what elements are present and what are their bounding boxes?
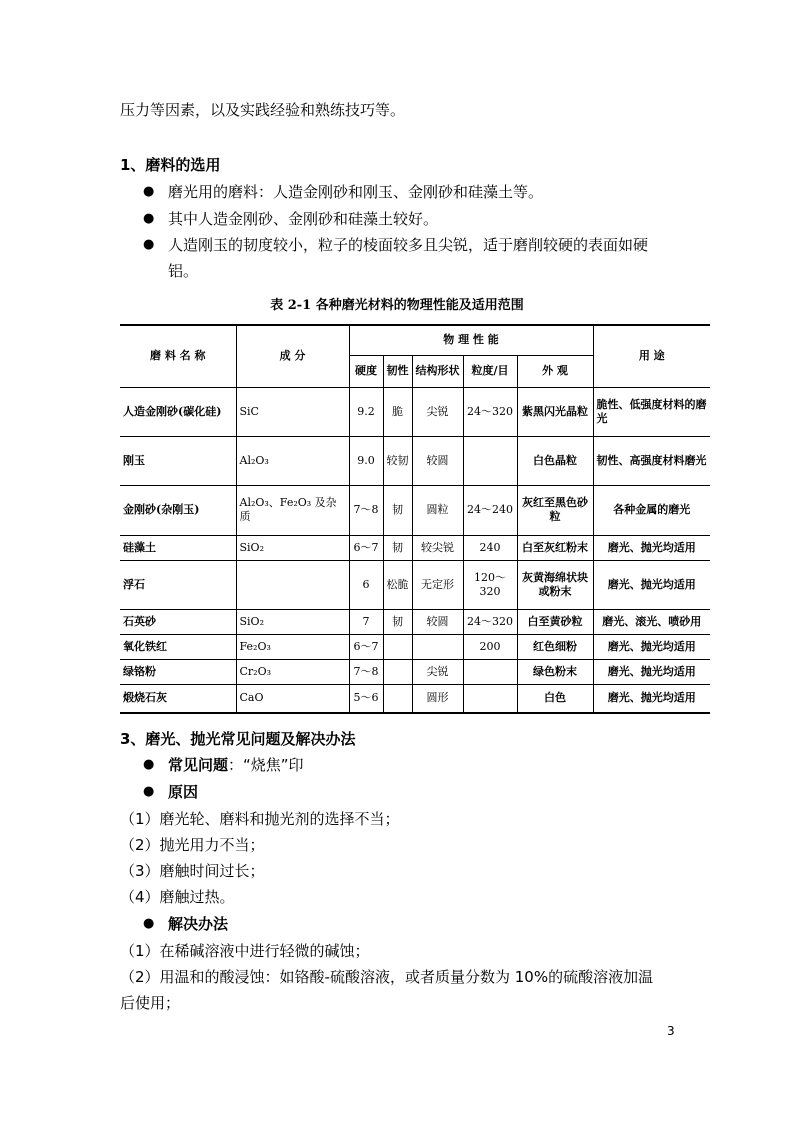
cell-structure: 较圆 — [412, 436, 463, 485]
cell-usage: 磨光、滚光、喷砂用 — [593, 609, 710, 634]
table-row — [120, 684, 710, 713]
cell-usage: 磨光、抛光均适用 — [593, 659, 710, 684]
problem-text: ：“烧焦”印 — [228, 756, 304, 774]
cell-grain — [463, 684, 517, 713]
table-row — [120, 387, 710, 436]
cell-appearance: 白至灰红粉末 — [517, 535, 593, 560]
header-name: 磨 料 名 称 — [120, 325, 236, 387]
cell-hardness: 9.2 — [349, 387, 383, 436]
bullet-dot: ● — [143, 916, 155, 931]
cell-toughness: 韧 — [383, 609, 412, 634]
cell-usage: 磨光、抛光均适用 — [593, 535, 710, 560]
cell-hardness: 6～7 — [349, 535, 383, 560]
cell-name: 浮石 — [120, 560, 236, 609]
cell-grain — [463, 436, 517, 485]
header-toughness: 韧性 — [383, 355, 412, 387]
cell-name: 人造金刚砂(碳化硅) — [120, 387, 236, 436]
cause-label: 原因 — [168, 783, 199, 801]
cell-structure: 圆形 — [412, 684, 463, 713]
cell-name: 金刚砂(杂刚玉) — [120, 485, 236, 535]
cell-toughness: 韧 — [383, 535, 412, 560]
cell-hardness: 7～8 — [349, 659, 383, 684]
cell-structure: 较圆 — [412, 609, 463, 634]
cell-usage: 韧性、高强度材料磨光 — [593, 436, 710, 485]
table-row — [120, 560, 710, 609]
cell-composition: Cr₂O₃ — [236, 659, 349, 684]
cell-composition: Al₂O₃ — [236, 436, 349, 485]
cell-name: 氧化铁红 — [120, 634, 236, 659]
header-grain: 粒度/目 — [463, 355, 517, 387]
solution-label: 解决办法 — [168, 915, 229, 933]
cell-toughness — [383, 684, 412, 713]
intro-line: 压力等因素，以及实践经验和熟练技巧等。 — [120, 101, 406, 119]
section1-bullet-3-continued: 铝。 — [168, 262, 199, 280]
cell-grain: 120～320 — [463, 560, 517, 609]
cell-toughness: 较韧 — [383, 436, 412, 485]
cell-structure: 无定形 — [412, 560, 463, 609]
cell-appearance: 灰黄海绵状块或粉末 — [517, 560, 593, 609]
cell-grain: 240 — [463, 535, 517, 560]
cell-composition: Al₂O₃、Fe₂O₃ 及杂质 — [236, 485, 349, 535]
bullet-dot: ● — [143, 784, 155, 799]
table-row — [120, 659, 710, 684]
page-number: 3 — [667, 1024, 675, 1038]
header-physical: 物 理 性 能 — [349, 325, 593, 355]
cell-hardness: 5～6 — [349, 684, 383, 713]
cell-toughness — [383, 634, 412, 659]
table-row — [120, 485, 710, 535]
header-hardness: 硬度 — [349, 355, 383, 387]
cell-composition: SiC — [236, 387, 349, 436]
cell-grain: 24～240 — [463, 485, 517, 535]
header-usage: 用 途 — [593, 325, 710, 387]
cell-structure: 尖锐 — [412, 659, 463, 684]
table-row — [120, 634, 710, 659]
cell-appearance: 白色晶粒 — [517, 436, 593, 485]
cell-structure: 尖锐 — [412, 387, 463, 436]
cell-name: 石英砂 — [120, 609, 236, 634]
header-composition: 成 分 — [236, 325, 349, 387]
cell-grain: 200 — [463, 634, 517, 659]
bullet-dot: ● — [143, 211, 155, 226]
cell-name: 刚玉 — [120, 436, 236, 485]
cell-appearance: 灰红至黑色砂粒 — [517, 485, 593, 535]
cell-structure: 圆粒 — [412, 485, 463, 535]
cell-hardness: 6 — [349, 560, 383, 609]
cell-composition: SiO₂ — [236, 535, 349, 560]
abrasive-table — [120, 324, 710, 714]
cell-structure — [412, 634, 463, 659]
cell-hardness: 7 — [349, 609, 383, 634]
cell-usage: 各种金属的磨光 — [593, 485, 710, 535]
problem-line — [168, 754, 304, 776]
cell-toughness — [383, 659, 412, 684]
cell-grain: 24～320 — [463, 609, 517, 634]
cell-composition: Fe₂O₃ — [236, 634, 349, 659]
header-structure: 结构形状 — [412, 355, 463, 387]
cause-item-2: （2）抛光用力不当； — [120, 836, 265, 854]
section1-heading: 1、磨料的选用 — [120, 156, 221, 174]
section1-bullet-3: 人造刚玉的韧度较小，粒子的棱面较多且尖锐，适于磨削较硬的表面如硬 — [168, 236, 649, 254]
section3-heading: 3、磨光、抛光常见问题及解决办法 — [120, 730, 356, 748]
table-row — [120, 436, 710, 485]
section1-bullet-2: 其中人造金刚砂、金刚砂和硅藻土较好。 — [168, 210, 439, 228]
solution-item-2: （2）用温和的酸浸蚀：如铬酸-硫酸溶液，或者质量分数为 10%的硫酸溶液加温 — [120, 968, 654, 986]
cell-composition: SiO₂ — [236, 609, 349, 634]
header-appearance: 外 观 — [517, 355, 593, 387]
cell-appearance: 绿色粉末 — [517, 659, 593, 684]
cell-toughness: 松脆 — [383, 560, 412, 609]
cell-name: 煅烧石灰 — [120, 684, 236, 713]
cell-grain — [463, 659, 517, 684]
solution-item-2-continued: 后使用； — [120, 994, 181, 1012]
cell-usage: 磨光、抛光均适用 — [593, 634, 710, 659]
cause-item-3: （3）磨触时间过长； — [120, 862, 265, 880]
cause-item-4: （4）磨触过热。 — [120, 888, 235, 906]
cell-name: 硅藻土 — [120, 535, 236, 560]
table-row — [120, 535, 710, 560]
cell-appearance: 白至黄砂粒 — [517, 609, 593, 634]
bullet-dot: ● — [143, 237, 155, 252]
cell-usage: 磨光、抛光均适用 — [593, 560, 710, 609]
cell-structure: 较尖锐 — [412, 535, 463, 560]
bullet-dot: ● — [143, 184, 155, 199]
cell-toughness: 韧 — [383, 485, 412, 535]
cell-appearance: 紫黑闪光晶粒 — [517, 387, 593, 436]
section1-bullet-1: 磨光用的磨料：人造金刚砂和刚玉、金刚砂和硅藻土等。 — [168, 183, 544, 201]
solution-item-1: （1）在稀碱溶液中进行轻微的碱蚀； — [120, 942, 370, 960]
cell-hardness: 7～8 — [349, 485, 383, 535]
table-row — [120, 609, 710, 634]
cell-name: 绿铬粉 — [120, 659, 236, 684]
cell-appearance: 白色 — [517, 684, 593, 713]
cell-usage: 脆性、低强度材料的磨光 — [593, 387, 710, 436]
cell-composition — [236, 560, 349, 609]
cell-hardness: 6～7 — [349, 634, 383, 659]
cell-composition: CaO — [236, 684, 349, 713]
cell-toughness: 脆 — [383, 387, 412, 436]
cell-appearance: 红色细粉 — [517, 634, 593, 659]
cell-usage: 磨光、抛光均适用 — [593, 684, 710, 713]
cause-item-1: （1）磨光轮、磨料和抛光剂的选择不当； — [120, 810, 400, 828]
table-caption: 表 2-1 各种磨光材料的物理性能及适用范围 — [270, 298, 524, 313]
cell-hardness: 9.0 — [349, 436, 383, 485]
cell-grain: 24～320 — [463, 387, 517, 436]
bullet-dot: ● — [143, 757, 155, 772]
problem-label: 常见问题 — [168, 756, 229, 774]
